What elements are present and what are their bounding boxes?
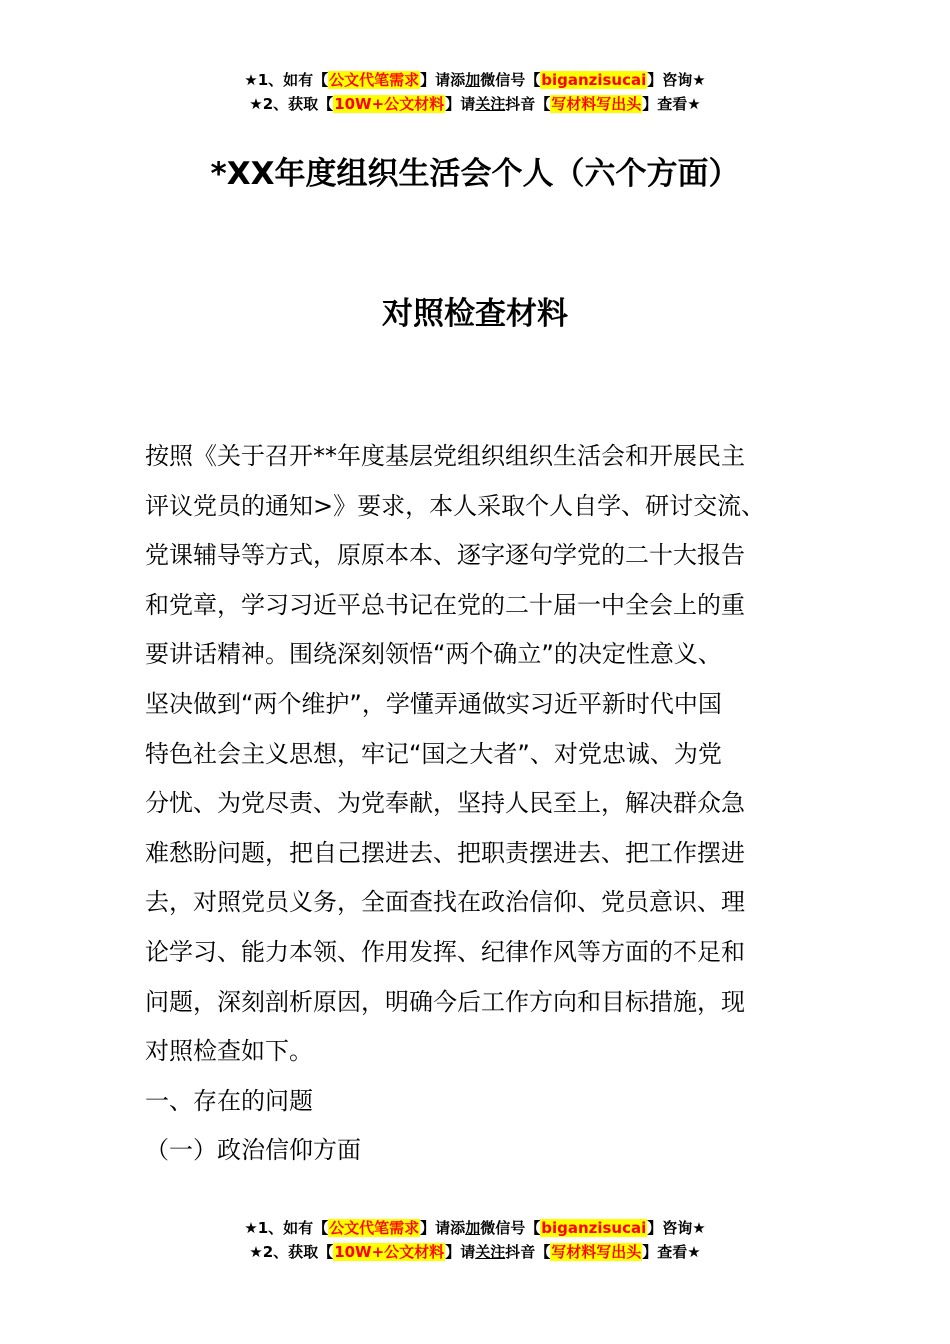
paragraph-line: 评议党员的通知>》要求，本人采取个人自学、研讨交流、 bbox=[145, 491, 766, 520]
document-subtitle: 对照检查材料 bbox=[382, 296, 568, 332]
promo-text: 】请添 bbox=[420, 71, 466, 89]
promo-highlight: 10W+公文材料 bbox=[334, 1243, 445, 1261]
paragraph-line: 和党章，学习习近平总书记在党的二十届一中全会上的重 bbox=[145, 590, 745, 619]
promo-line-2 bbox=[0, 1240, 950, 1264]
promo-highlight: 公文代笔需求 bbox=[329, 71, 420, 89]
promo-text: ★1、如有【 bbox=[244, 71, 329, 89]
bottom-promo-banner bbox=[0, 1216, 950, 1264]
promo-highlight: biganzisucai bbox=[541, 1219, 647, 1237]
promo-text: 】查看★ bbox=[642, 1243, 701, 1261]
top-promo-banner bbox=[0, 68, 950, 116]
promo-line-1 bbox=[0, 1216, 950, 1240]
section-heading: 一、存在的问题 bbox=[145, 1086, 313, 1115]
promo-text: 】咨询★ bbox=[647, 1219, 706, 1237]
promo-text: ★2、获取【 bbox=[249, 1243, 334, 1261]
promo-text: 微信号【 bbox=[480, 1219, 541, 1237]
promo-highlight: 公文代笔需求 bbox=[329, 1219, 420, 1237]
promo-line-2 bbox=[0, 92, 950, 116]
promo-text: 】请添 bbox=[420, 1219, 466, 1237]
paragraph-line: 对照检查如下。 bbox=[145, 1037, 313, 1066]
paragraph-line: 问题，深刻剖析原因，明确今后工作方向和目标措施，现 bbox=[145, 987, 745, 1016]
promo-text: 】查看★ bbox=[642, 95, 701, 113]
promo-line-1 bbox=[0, 68, 950, 92]
paragraph-line: 去，对照党员义务，全面查找在政治信仰、党员意识、理 bbox=[145, 888, 745, 917]
promo-text: 】请 bbox=[445, 95, 476, 113]
paragraph-line: 难愁盼问题，把自己摆进去、把职责摆进去、把工作摆进 bbox=[145, 838, 745, 867]
promo-text: ★2、获取【 bbox=[249, 95, 334, 113]
paragraph-line: 党课辅导等方式，原原本本、逐字逐句学党的二十大报告 bbox=[145, 541, 745, 570]
paragraph-line: 要讲话精神。围绕深刻领悟“两个确立”的决定性意义、 bbox=[145, 640, 722, 669]
promo-text: 】咨询★ bbox=[647, 71, 706, 89]
promo-underline: 加 bbox=[465, 1219, 481, 1237]
promo-text: 微信号【 bbox=[480, 71, 541, 89]
promo-highlight: 10W+公文材料 bbox=[334, 95, 445, 113]
promo-highlight: 写材料写出头 bbox=[551, 1243, 642, 1261]
document-title: *XX年度组织生活会个人（六个方面） bbox=[210, 156, 740, 192]
paragraph-line: 坚决做到“两个维护”，学懂弄通做实习近平新时代中国 bbox=[145, 689, 722, 718]
paragraph-line: 特色社会主义思想，牢记“国之大者”、对党忠诚、为党 bbox=[145, 739, 722, 768]
paragraph-line: 分忧、为党尽责、为党奉献，坚持人民至上，解决群众急 bbox=[145, 789, 745, 818]
promo-highlight: 写材料写出头 bbox=[551, 95, 642, 113]
promo-highlight: biganzisucai bbox=[541, 71, 647, 89]
document-body bbox=[145, 432, 810, 1176]
promo-underline: 加 bbox=[465, 71, 481, 89]
subsection-heading: （一）政治信仰方面 bbox=[145, 1136, 361, 1165]
paragraph-line: 按照《关于召开**年度基层党组织组织生活会和开展民主 bbox=[145, 442, 745, 470]
paragraph-line: 论学习、能力本领、作用发挥、纪律作风等方面的不足和 bbox=[145, 937, 745, 966]
intro-paragraph bbox=[145, 432, 810, 1077]
promo-text: 】请 bbox=[445, 1243, 476, 1261]
promo-text: 抖音【 bbox=[505, 1243, 551, 1261]
promo-text: ★1、如有【 bbox=[244, 1219, 329, 1237]
promo-underline: 关注 bbox=[475, 95, 506, 113]
promo-underline: 关注 bbox=[475, 1243, 506, 1261]
promo-text: 抖音【 bbox=[505, 95, 551, 113]
